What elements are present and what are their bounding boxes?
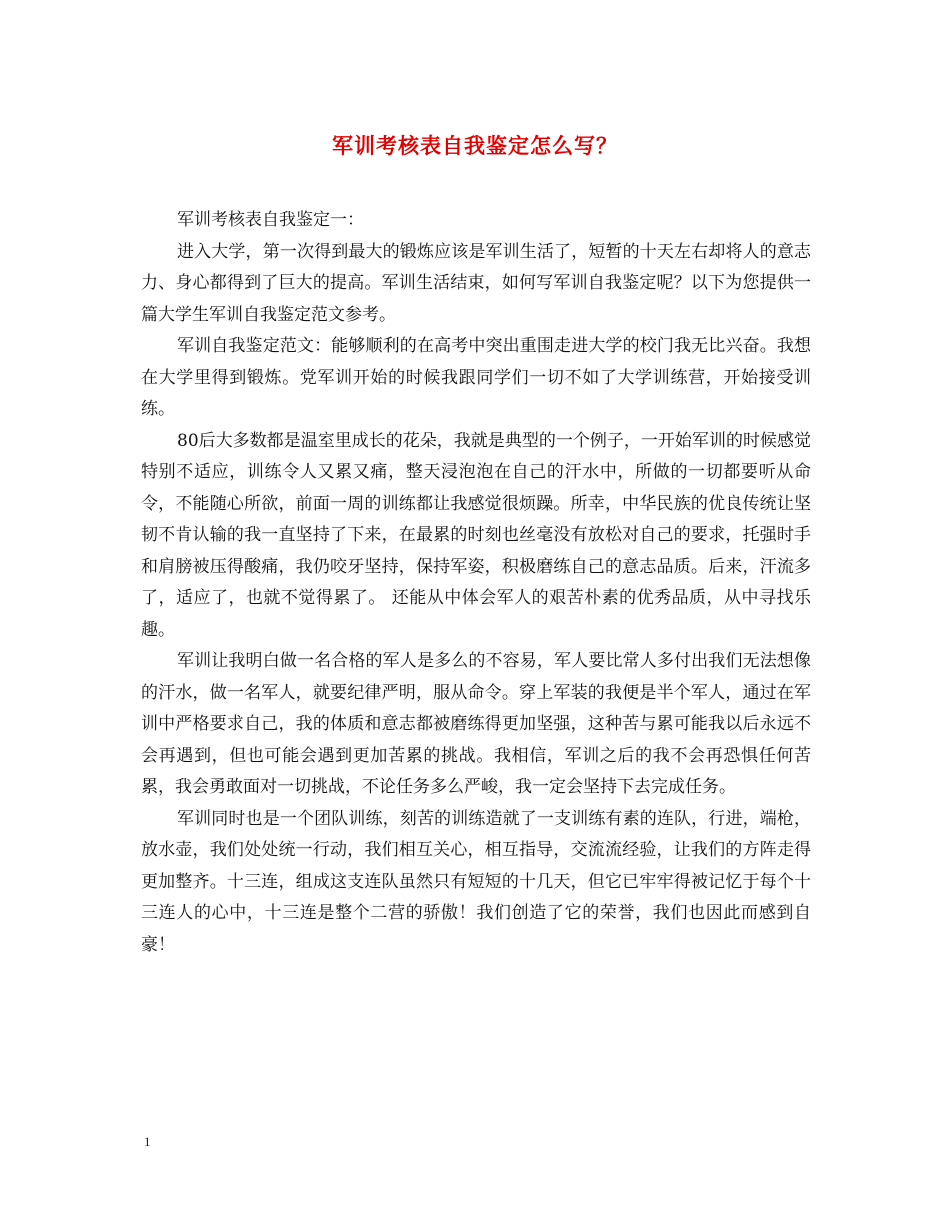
paragraph: 军训让我明白做一名合格的军人是多么的不容易，军人要比常人多付出我们无法想像的汗水，做一名军人，就要纪律严明，服从命令。穿上军装的我便是半个军人，通过在军训中严格要求自己，我的体质和意志都被磨练得更加坚强，这种苦与累可能我以后永远不会再遇到，但也可能会遇到更加苦累的挑战。我相信，军训之后的我不会再恐惧任何苦累，我会勇敢面对一切挑战，不论任务多么严峻，我一定会坚持下去完成任务。 bbox=[141, 651, 811, 797]
page-number: 1 bbox=[144, 1134, 151, 1149]
paragraph: 80后大多数都是温室里成长的花朵，我就是典型的一个例子，一开始军训的时候感觉特别不适应，训练令人又累又痛，整天浸泡泡在自己的汗水中，所做的一切都要听从命令，不能随心所欲，前面一周的训练都让我感觉很烦躁。所幸，中华民族的优良传统让坚韧不肯认输的我一直坚持了下来，在最累的时刻也丝毫没有放松对自己的要求，托强时手和肩膀被压得酸痛，我仍咬牙坚持，保持军姿，积极磨练自己的意志品质。后来，汗流多了，适应了，也就不觉得累了。 还能从中体会军人的艰苦朴素的优秀品质，从中寻找乐趣。 bbox=[141, 430, 811, 640]
document-body bbox=[141, 205, 811, 961]
paragraph: 进入大学，第一次得到最大的锻炼应该是军训生活了，短暂的十天左右却将人的意志力、身心都得到了巨大的提高。军训生活结束，如何写军训自我鉴定呢？以下为您提供一篇大学生军训自我鉴定范文参考。 bbox=[141, 241, 811, 325]
paragraph: 军训自我鉴定范文：能够顺利的在高考中突出重围走进大学的校门我无比兴奋。我想在大学里得到锻炼。党军训开始的时候我跟同学们一切不如了大学训练营，开始接受训练。 bbox=[141, 336, 811, 419]
paragraph: 军训同时也是一个团队训练，刻苦的训练造就了一支训练有素的连队，行进，端枪，放水壶，我们处处统一行动，我们相互关心，相互指导，交流流经验，让我们的方阵走得更加整齐。十三连，组成这支连队虽然只有短短的十几天，但它已牢牢得被记忆于每个十三连人的心中，十三连是整个二营的骄傲！我们创造了它的荣誉，我们也因此而感到自豪！ bbox=[141, 808, 811, 955]
document-title: 军训考核表自我鉴定怎么写？ bbox=[332, 133, 618, 158]
paragraph-intro-heading: 军训考核表自我鉴定一： bbox=[177, 210, 364, 230]
